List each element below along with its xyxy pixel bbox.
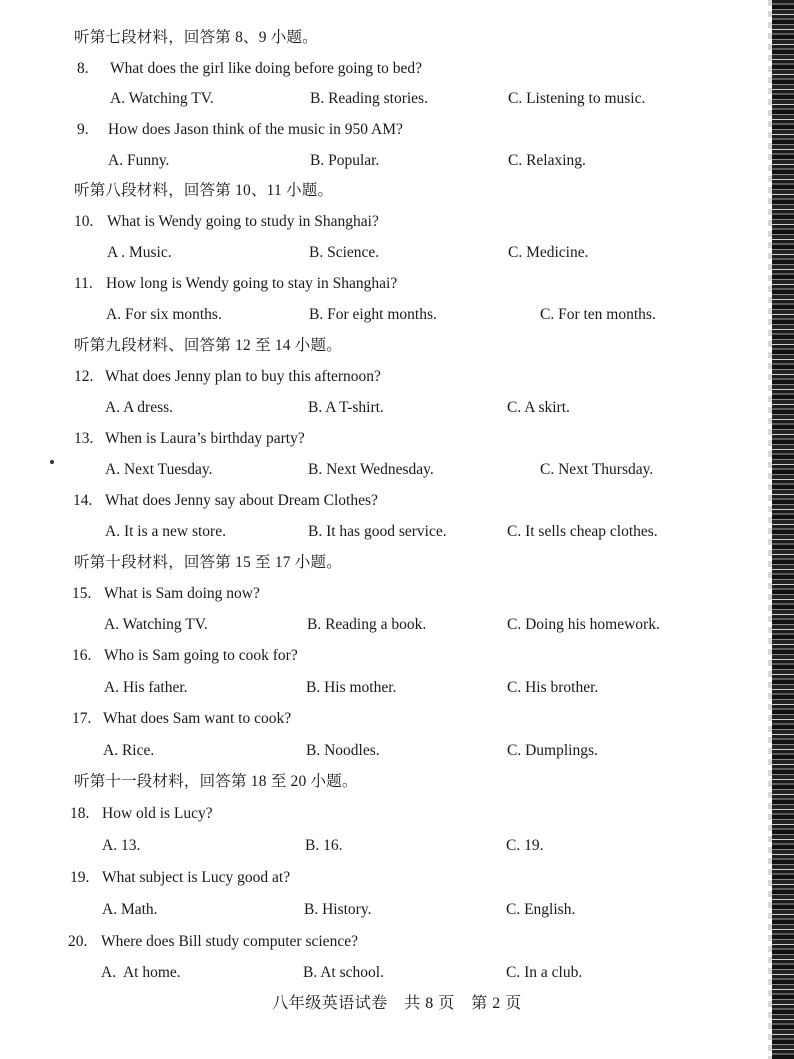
option-a: A. Watching TV. bbox=[104, 616, 208, 633]
footer-page-number: 第 2 页 bbox=[471, 995, 522, 1012]
question-number: 9. bbox=[77, 121, 89, 138]
option-b: B. For eight months. bbox=[309, 306, 437, 323]
question-8 bbox=[0, 56, 760, 82]
footer-title: 八年级英语试卷 bbox=[272, 995, 388, 1012]
option-b: B. Popular. bbox=[310, 152, 380, 169]
options-10 bbox=[0, 240, 760, 266]
option-c: C. In a club. bbox=[506, 964, 583, 981]
option-b: B. Science. bbox=[309, 244, 380, 261]
question-text: What does Jenny plan to buy this afternoon? bbox=[105, 368, 381, 385]
option-b: B. Reading a book. bbox=[307, 616, 427, 633]
option-a: A. His father. bbox=[104, 679, 188, 696]
question-15 bbox=[0, 581, 760, 607]
options-15 bbox=[0, 612, 760, 638]
options-8 bbox=[0, 86, 760, 112]
option-a: A. At home. bbox=[101, 964, 181, 981]
option-c: C. Listening to music. bbox=[508, 90, 646, 107]
option-a: A. Rice. bbox=[103, 742, 155, 759]
option-b: B. Reading stories. bbox=[310, 90, 428, 107]
option-c: C. It sells cheap clothes. bbox=[507, 523, 658, 540]
question-text: When is Laura’s birthday party? bbox=[105, 430, 305, 447]
option-c: C. For ten months. bbox=[540, 306, 656, 323]
option-a: A. 13. bbox=[102, 837, 141, 854]
question-13 bbox=[0, 426, 760, 452]
option-a: A. Next Tuesday. bbox=[105, 461, 213, 478]
page-footer bbox=[0, 990, 794, 1013]
question-text: What subject is Lucy good at? bbox=[102, 869, 291, 886]
option-c: C. Next Thursday. bbox=[540, 461, 654, 478]
options-20 bbox=[0, 960, 760, 986]
question-text: How old is Lucy? bbox=[102, 805, 213, 822]
question-11 bbox=[0, 271, 760, 297]
question-14 bbox=[0, 488, 760, 514]
question-number: 11. bbox=[74, 275, 93, 292]
question-text: What does Sam want to cook? bbox=[103, 710, 292, 727]
question-number: 20. bbox=[68, 933, 88, 950]
question-number: 13. bbox=[74, 430, 94, 447]
question-number: 17. bbox=[72, 710, 92, 727]
section-heading-11: 听第十一段材料，回答第 18 至 20 小题。 bbox=[74, 773, 358, 790]
option-c: C. English. bbox=[506, 901, 576, 918]
option-a: A. Watching TV. bbox=[110, 90, 214, 107]
options-12 bbox=[0, 395, 760, 421]
options-16 bbox=[0, 675, 760, 701]
option-c: C. His brother. bbox=[507, 679, 599, 696]
option-c: C. Relaxing. bbox=[508, 152, 586, 169]
option-b: B. A T-shirt. bbox=[308, 399, 384, 416]
option-b: B. History. bbox=[304, 901, 372, 918]
question-16 bbox=[0, 643, 760, 669]
question-number: 10. bbox=[74, 213, 94, 230]
question-text: How does Jason think of the music in 950 AM? bbox=[108, 121, 403, 138]
options-14 bbox=[0, 519, 760, 545]
question-18 bbox=[0, 801, 760, 827]
options-18 bbox=[0, 833, 760, 859]
question-text: What does Jenny say about Dream Clothes? bbox=[105, 492, 378, 509]
option-a: A. For six months. bbox=[106, 306, 222, 323]
option-b: B. Noodles. bbox=[306, 742, 380, 759]
option-a: A . Music. bbox=[107, 244, 172, 261]
question-text: How long is Wendy going to stay in Shanghai? bbox=[106, 275, 398, 292]
question-number: 15. bbox=[72, 585, 92, 602]
question-number: 19. bbox=[70, 869, 90, 886]
question-text: Where does Bill study computer science? bbox=[101, 933, 358, 950]
section-heading-7: 听第七段材料，回答第 8、9 小题。 bbox=[74, 29, 318, 46]
question-12 bbox=[0, 364, 760, 390]
question-number: 14. bbox=[73, 492, 93, 509]
section-heading-8: 听第八段材料，回答第 10、11 小题。 bbox=[74, 182, 334, 199]
option-b: B. It has good service. bbox=[308, 523, 447, 540]
option-c: C. Medicine. bbox=[508, 244, 589, 261]
question-number: 12. bbox=[74, 368, 94, 385]
options-19 bbox=[0, 897, 760, 923]
question-20 bbox=[0, 929, 760, 955]
question-text: What is Wendy going to study in Shanghai? bbox=[107, 213, 379, 230]
question-9 bbox=[0, 117, 760, 143]
option-c: C. Dumplings. bbox=[507, 742, 598, 759]
options-17 bbox=[0, 738, 760, 764]
question-text: What does the girl like doing before going to bed? bbox=[110, 60, 423, 77]
options-9 bbox=[0, 148, 760, 174]
option-b: B. Next Wednesday. bbox=[308, 461, 434, 478]
question-10 bbox=[0, 209, 760, 235]
option-c: C. A skirt. bbox=[507, 399, 570, 416]
option-a: A. Math. bbox=[102, 901, 158, 918]
option-c: C. Doing his homework. bbox=[507, 616, 660, 633]
option-b: B. 16. bbox=[305, 837, 343, 854]
option-a: A. A dress. bbox=[105, 399, 174, 416]
option-a: A. It is a new store. bbox=[105, 523, 226, 540]
option-b: B. His mother. bbox=[306, 679, 397, 696]
option-b: B. At school. bbox=[303, 964, 384, 981]
question-text: What is Sam doing now? bbox=[104, 585, 260, 602]
question-17 bbox=[0, 706, 760, 732]
question-number: 8. bbox=[77, 60, 89, 77]
question-number: 16. bbox=[72, 647, 92, 664]
section-heading-10: 听第十段材料，回答第 15 至 17 小题。 bbox=[74, 554, 342, 571]
question-number: 18. bbox=[70, 805, 90, 822]
option-c: C. 19. bbox=[506, 837, 544, 854]
option-a: A. Funny. bbox=[108, 152, 170, 169]
question-19 bbox=[0, 865, 760, 891]
scan-speck bbox=[50, 460, 54, 464]
section-heading-9: 听第九段材料、回答第 12 至 14 小题。 bbox=[74, 337, 342, 354]
options-11 bbox=[0, 302, 760, 328]
scan-edge bbox=[772, 0, 794, 1059]
question-text: Who is Sam going to cook for? bbox=[104, 647, 298, 664]
options-13 bbox=[0, 457, 760, 483]
footer-total-pages: 共 8 页 bbox=[404, 995, 455, 1012]
